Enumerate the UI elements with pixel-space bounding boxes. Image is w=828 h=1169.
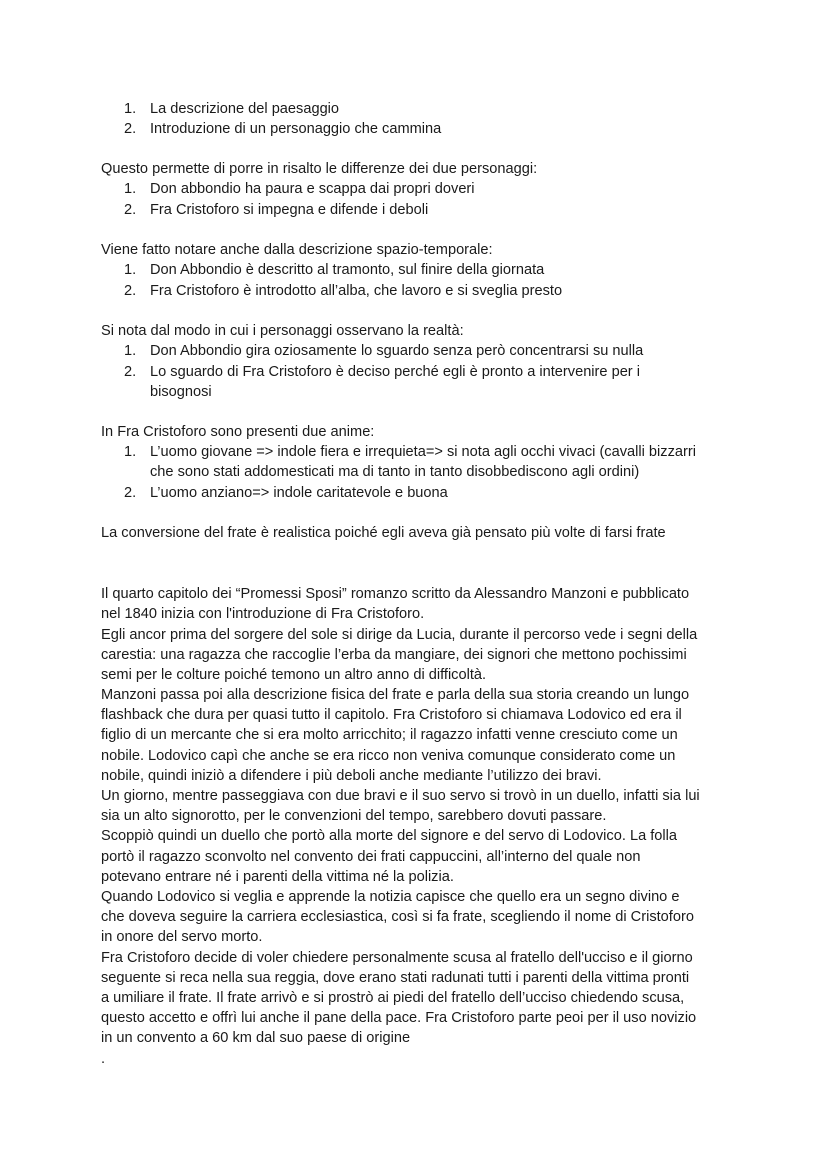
body-line: figlio di un mercante che si era molto arricchito; il ragazzo infatti venne cresciuto come un [101,727,678,743]
list-item: Introduzione di un personaggio che cammina [150,121,442,137]
body-line: portò il ragazzo sconvolto nel convento dei frati cappuccini, all’interno del quale non [101,849,641,865]
body-line: che doveva seguire la carriera ecclesiastica, così si fa frate, scegliendo il nome di Cristoforo [101,909,694,925]
body-line: Fra Cristoforo decide di voler chiedere personalmente scusa al fratello dell'ucciso e il giorno [101,950,693,966]
body-line: questo accetto e offrì lui anche il pane della pace. Fra Cristoforo parte peoi per il uso novizio [101,1010,697,1026]
body-line: Egli ancor prima del sorgere del sole si dirige da Lucia, durante il percorso vede i segni della [101,627,698,643]
body-line: carestia: una ragazza che raccoglie l’erba da mangiare, dei signori che mettono pochissimi [101,647,687,663]
list-number: 1. [124,343,137,359]
body-line: Un giorno, mentre passeggiava con due bravi e il suo servo si trovò in un duello, infatti sia lui [101,788,700,804]
list-item: L’uomo anziano=> indole caritatevole e buona [150,485,448,501]
paragraph: Si nota dal modo in cui i personaggi osservano la realtà: [101,323,464,339]
body-line: potevano entrare né i parenti della vittima né la polizia. [101,869,454,885]
paragraph: La conversione del frate è realistica poiché egli aveva già pensato più volte di farsi frate [101,525,666,541]
body-line: Scoppiò quindi un duello che portò alla morte del signore e del servo di Lodovico. La folla [101,828,678,844]
body-line: flashback che dura per quasi tutto il capitolo. Fra Cristoforo si chiamava Lodovico ed era il [101,707,682,723]
list-number: 1. [124,262,137,278]
body-line: a umiliare il frate. Il frate arrivò e si prostrò ai piedi del fratello dell’ucciso chiedendo scusa, [101,990,685,1006]
list-item: Fra Cristoforo si impegna e difende i deboli [150,202,429,218]
body-line: nobile. Lodovico capì che anche se era ricco non veniva comunque considerato come un [101,748,676,764]
list-item: Lo sguardo di Fra Cristoforo è deciso perché egli è pronto a intervenire per i [150,364,640,380]
list-number: 2. [124,283,137,299]
body-line: Manzoni passa poi alla descrizione fisica del frate e parla della sua storia creando un lungo [101,687,690,703]
paragraph: In Fra Cristoforo sono presenti due anime: [101,424,375,440]
list-item: Don Abbondio gira oziosamente lo sguardo senza però concentrarsi su nulla [150,343,644,359]
list-item: Fra Cristoforo è introdotto all’alba, che lavoro e si sveglia presto [150,283,563,299]
paragraph: Viene fatto notare anche dalla descrizione spazio-temporale: [101,242,493,258]
list-number: 1. [124,101,137,117]
body-line: sia un alto signorotto, per le convenzioni del tempo, sarebbero dovuti passare. [101,808,607,824]
list-number: 2. [124,485,137,501]
body-line: . [101,1051,106,1067]
list-number: 1. [124,181,137,197]
body-line: in un convento a 60 km dal suo paese di origine [101,1030,411,1046]
body-line: semi per le colture poiché temono un altro anno di difficoltà. [101,667,487,683]
list-number: 1. [124,444,137,460]
list-number: 2. [124,202,137,218]
list-item: Don abbondio ha paura e scappa dai propri doveri [150,181,475,197]
body-line: in onore del servo morto. [101,929,263,945]
body-line: seguente si reca nella sua reggia, dove erano stati radunati tutti i parenti della vittima pronti [101,970,690,986]
list-number: 2. [124,364,137,380]
list-item-continuation: che sono stati addomesticati ma di tanto in tanto disobbediscono agli ordini) [150,464,640,480]
list-item: La descrizione del paesaggio [150,101,340,117]
body-line: nel 1840 inizia con l'introduzione di Fra Cristoforo. [101,606,425,622]
list-number: 2. [124,121,137,137]
body-line: Il quarto capitolo dei “Promessi Sposi” romanzo scritto da Alessandro Manzoni e pubblicato [101,586,690,602]
list-item: L’uomo giovane => indole fiera e irrequieta=> si nota agli occhi vivaci (cavalli bizzarri [150,444,696,460]
body-line: nobile, quindi iniziò a difendere i più deboli anche mediante l’utilizzo dei bravi. [101,768,602,784]
paragraph: Questo permette di porre in risalto le differenze dei due personaggi: [101,161,538,177]
list-item-continuation: bisognosi [150,384,212,400]
body-line: Quando Lodovico si veglia e apprende la notizia capisce che quello era un segno divino e [101,889,680,905]
list-item: Don Abbondio è descritto al tramonto, sul finire della giornata [150,262,545,278]
